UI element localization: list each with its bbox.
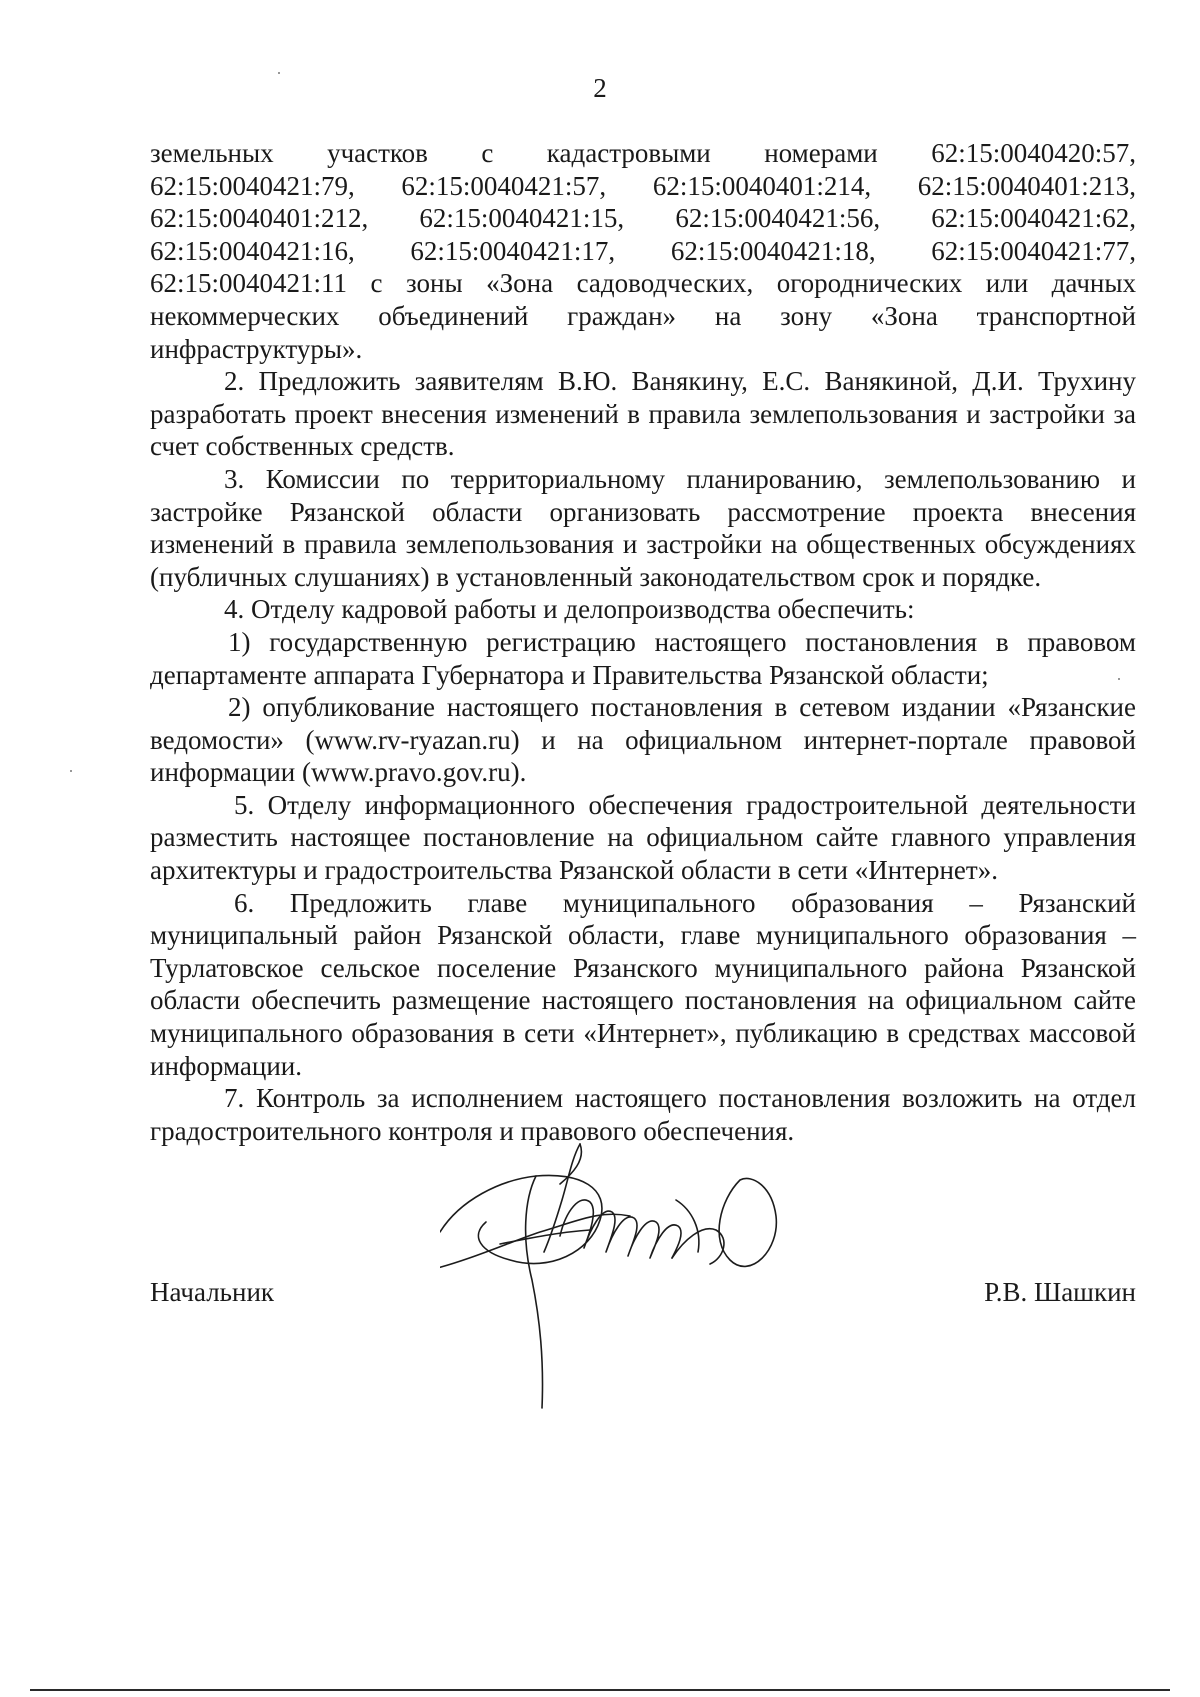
bottom-border-line [30,1689,1170,1691]
cadastral-number: 62:15:0040401:212, [150,203,369,234]
cadastral-number: 62:15:0040421:56, [675,203,881,234]
cadastral-number: 62:15:0040421:16, [150,235,355,266]
zone-change-text: 62:15:0040421:11 с зоны «Зона садоводческих, огороднических или дачных некоммерческих объединений граждан» на зону «Зона транспортной инфраструктуры». [150,268,1136,364]
signatory-name: Р.В. Шашкин [984,1277,1136,1307]
paragraph-4: 4. Отделу кадровой работы и делопроизводства обеспечить: [224,594,915,625]
cadastral-word: кадастровыми [546,138,711,168]
cadastral-number: 62:15:0040421:17, [410,235,616,266]
paragraph-7: 7. Контроль за исполнением настоящего постановления возложить на отдел градостроительного контроля и правового обеспечения. [150,1083,1136,1146]
paragraph-6: 6. Предложить главе муниципального образования – Рязанский муниципальный район Рязанской области, главе муниципального образования – Турлатовское сельское поселение Рязанского муниципального района Рязанской области обеспечить размещение настоящего постановления на официальном сайте муниципального образования в сети «Интернет», публикацию в средствах массовой информации. [150,887,1136,1081]
handwritten-signature [440,1140,860,1410]
cadastral-line-4 [150,235,1136,268]
cadastral-line-2 [150,170,1136,203]
paragraph-3: 3. Комиссии по территориальному планированию, землепользованию и застройке Рязанской области организовать рассмотрение проекта внесения изменений в правила землепользования и застройки на общественных обсуждениях (публичных слушаниях) в установленный законодательством срок и порядке. [150,463,1136,592]
cadastral-number: 62:15:0040421:15, [419,203,625,234]
cadastral-number: 62:15:0040421:62, [931,203,1136,234]
cadastral-word: с [481,138,494,168]
scan-speck [70,770,72,772]
cadastral-number: 62:15:0040421:18, [670,235,876,266]
signatory-role: Начальник [150,1277,275,1307]
cadastral-number: 62:15:0040421:57, [401,170,607,201]
scan-speck [1118,678,1120,680]
cadastral-word: участков [327,138,428,168]
cadastral-number: 62:15:0040420:57, [931,138,1136,168]
cadastral-number: 62:15:0040421:79, [150,170,355,201]
cadastral-line-3 [150,202,1136,235]
paragraph-2: 2. Предложить заявителям В.Ю. Ванякину, Е.С. Ванякиной, Д.И. Трухину разработать проект внесения изменений в правила землепользования и застройки за счет собственных средств. [150,366,1136,462]
paragraph-4-item-2: 2) опубликование настоящего постановления в сетевом издании «Рязанские ведомости» (www.rv-ryazan.ru) и на официальном интернет-портале правовой информации (www.pravo.gov.ru). [150,692,1136,788]
cadastral-word: земельных [150,138,274,168]
document-body [150,137,1136,1147]
cadastral-number: 62:15:0040421:77, [931,235,1136,266]
paragraph-4-item-1: 1) государственную регистрацию настоящего постановления в правовом департаменте аппарата Губернатора и Правительства Рязанской области; [150,626,1136,690]
cadastral-line-1 [150,137,1136,170]
cadastral-number: 62:15:0040401:214, [652,170,872,201]
page-number: 2 [593,73,607,103]
cadastral-number: 62:15:0040401:213, [917,170,1136,201]
cadastral-word: номерами [764,138,878,168]
scan-speck [278,72,280,74]
paragraph-5: 5. Отделу информационного обеспечения градостроительной деятельности разместить настоящее постановление на официальном сайте главного управления архитектуры и градостроительства Рязанской области в сети «Интернет». [150,789,1136,886]
